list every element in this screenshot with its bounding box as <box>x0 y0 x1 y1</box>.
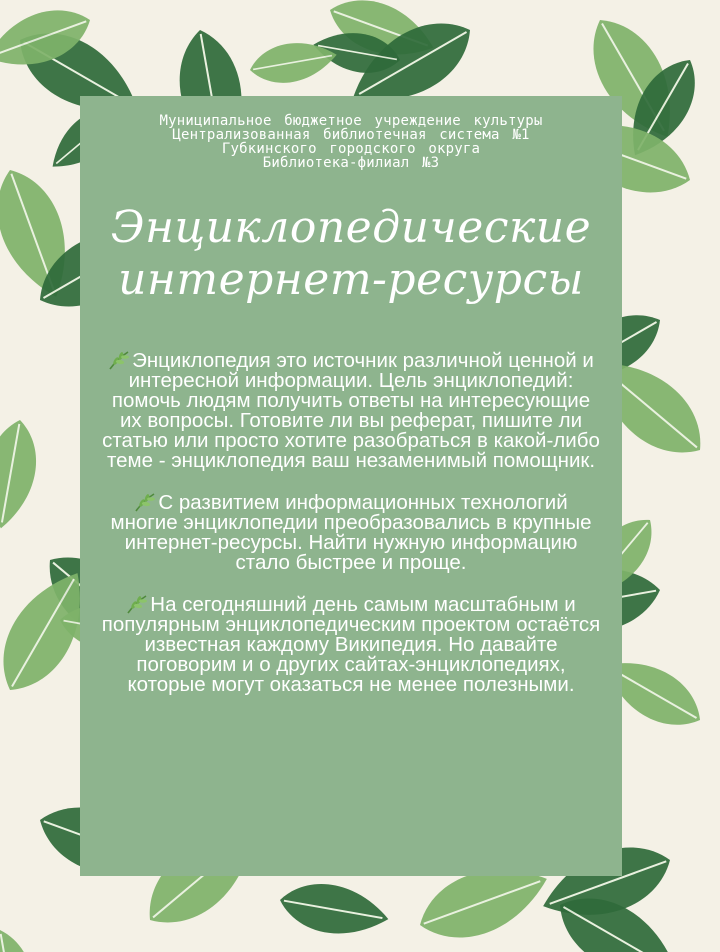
paragraph-1-text: Энциклопедия это источник различной ценной и интересной информации. Цель энциклопедий: помочь людям получить ответы на интересующие их вопросы. Готовите ли вы реферат, пишите ли статью или просто хотите разобраться в какой-либо теме - энциклопедия ваш незаменимый помощник. <box>102 349 600 472</box>
herb-sprig-icon <box>126 594 148 614</box>
body-text <box>100 350 602 716</box>
title-line-2: интернет-ресурсы <box>118 254 584 305</box>
org-line-3: Губкинского городского округа <box>221 141 481 157</box>
org-line-2: Централизованная библиотечная система №1 <box>172 127 530 143</box>
leaf-shape <box>0 926 43 952</box>
info-panel <box>80 96 622 876</box>
org-line-4: Библиотека-филиал №3 <box>262 155 440 171</box>
herb-sprig-icon <box>108 350 130 370</box>
organization-header <box>80 114 622 170</box>
leaf-shape <box>276 876 393 942</box>
paragraph-3-text: На сегодняшний день самым масштабным и популярным энциклопедическим проектом остаётся известная каждому Википедия. Но давайте поговорим и о других сайтах-энциклопедиях, которые могут оказаться не менее полезными. <box>101 593 601 696</box>
paragraph-2 <box>100 492 602 573</box>
paragraph-2-text: С развитием информационных технологий многие энциклопедии преобразовались в крупные интернет-ресурсы. Найти нужную информацию стало быстрее и проще. <box>110 491 592 574</box>
title-line-1: Энциклопедические <box>110 202 592 253</box>
page-title <box>80 202 622 306</box>
org-line-1: Муниципальное бюджетное учреждение культуры <box>159 113 543 129</box>
paragraph-1 <box>100 350 602 471</box>
herb-sprig-icon <box>134 492 156 512</box>
leaf-shape <box>0 416 44 533</box>
paragraph-3 <box>100 594 602 695</box>
